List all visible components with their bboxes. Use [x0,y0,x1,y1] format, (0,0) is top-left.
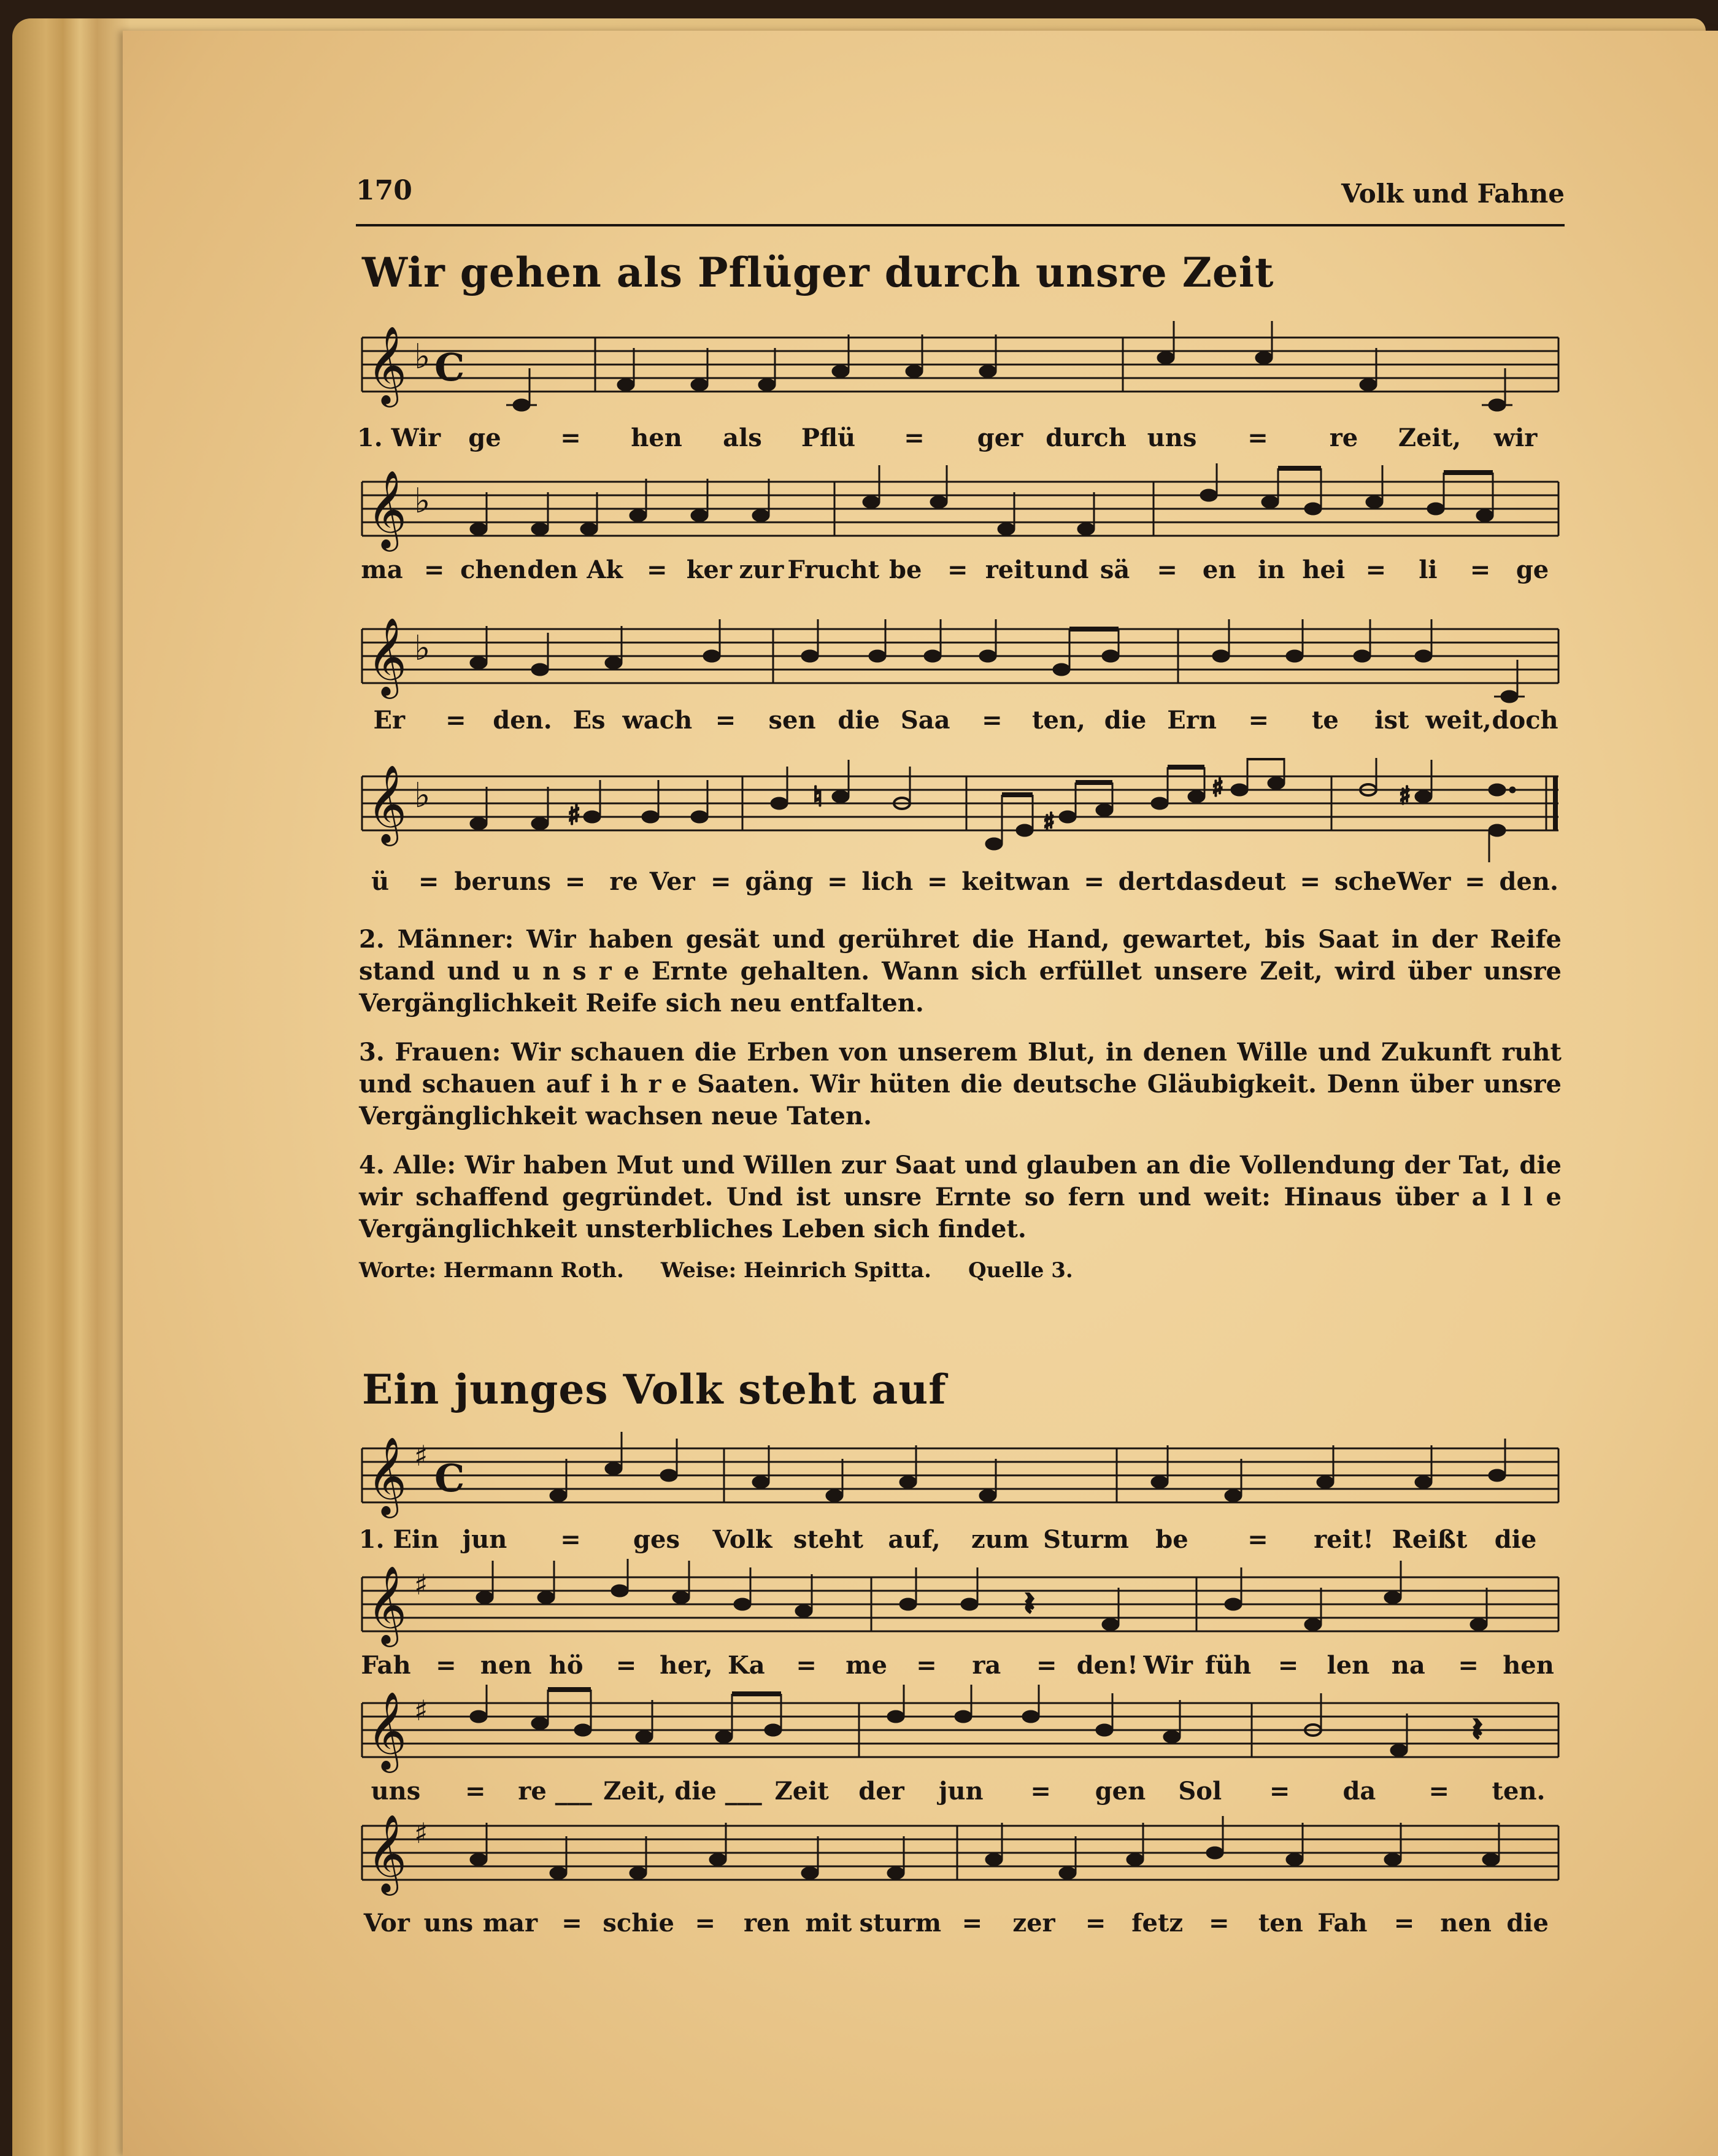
lyric-syllable: = [1300,867,1321,896]
svg-text:𝄞: 𝄞 [367,469,407,548]
lyric-syllable: schie [603,1909,674,1938]
svg-text:♭: ♭ [414,628,431,668]
lyric-syllable: zum [971,1525,1030,1554]
lyric-syllable: nen [1440,1909,1492,1938]
lyric-syllable: = [1036,1651,1057,1680]
lyric-syllable: ist [1374,706,1409,735]
lyric-syllable: = [418,867,439,896]
lyric-syllable: Es [572,706,606,735]
lyric-syllable: sä [1100,555,1130,584]
lyric-syllable: Frucht [787,555,880,584]
lyric-syllable: = [1247,1525,1268,1554]
lyric-syllable: 1. Wir [356,423,441,452]
lyric-syllable: Sturm [1043,1525,1129,1554]
lyric-syllable: sturm [859,1909,942,1938]
lyric-syllable: her, [660,1651,713,1680]
lyric-syllable: ges [633,1525,680,1554]
lyric-syllable: doch [1492,706,1558,735]
svg-text:𝄞: 𝄞 [367,1814,407,1892]
lyric-syllable: = [827,867,848,896]
lyric-syllable: Volk [712,1525,772,1554]
lyric-syllable: ma [361,555,403,584]
lyric-syllable: jun [939,1777,984,1806]
lyric-syllable: Sol [1178,1777,1222,1806]
song2-lyrics-4 [356,1909,1558,1945]
song1-lyrics-2 [356,555,1558,592]
svg-text:𝄞: 𝄞 [367,1436,407,1515]
lyric-syllable: = [715,706,736,735]
lyric-syllable: = [1247,423,1268,452]
lyric-syllable: ger [977,423,1023,452]
lyric-syllable: als [723,423,762,452]
svg-text:C: C [434,1456,465,1501]
lyric-syllable: = [982,706,1003,735]
lyric-syllable: = [947,555,968,584]
lyric-syllable: zer [1012,1909,1055,1938]
verse-4: 4. Alle: Wir haben Mut und Willen zur Saat und glauben an die Vollendung der Tat, die wir schaffend gegründet. Und ist unsre Ernte so fern und weit: Hinaus über a l l e Vergänglichkeit unsterbliches Leben sich findet. [359,1151,1562,1243]
verse-3: 3. Frauen: Wir schauen die Erben von unserem Blut, in denen Wille und Zukunft ruht und schauen auf i h r e Saaten. Wir hüten die deutsche Gläubigkeit. Denn über unsre Vergänglichkeit wachsen neue Taten. [359,1038,1562,1130]
lyric-syllable: te [1311,706,1339,735]
lyric-syllable: Zeit, [603,1777,666,1806]
verse-2: 2. Männer: Wir haben gesät und gerühret die Hand, gewartet, bis Saat in der Reife stand und u n s r e Ernte gehalten. Wann sich erfüllet unsere Zeit, wird über unsre Vergänglichkeit Reife sich neu entfalten. [359,925,1562,1018]
lyric-syllable: gäng [745,867,814,896]
running-head [356,175,1565,226]
lyric-syllable: = [1277,1651,1299,1680]
svg-text:𝄞: 𝄞 [367,1565,407,1644]
song1-lyrics-3 [356,706,1558,743]
lyric-syllable: = [1085,1909,1106,1938]
lyric-syllable: die [1494,1525,1537,1554]
lyric-syllable: dert [1118,867,1176,896]
song1-credits [359,1258,1562,1283]
lyric-syllable: = [1157,555,1177,584]
song2-title: Ein junges Volk steht auf [362,1366,947,1413]
lyric-syllable: sche [1334,867,1397,896]
lyric-syllable: den. [1499,867,1558,896]
lyric-syllable: hen [631,423,682,452]
lyric-syllable: = [711,867,731,896]
lyric-syllable: ü [371,867,390,896]
lyric-syllable: = [916,1651,937,1680]
song2-staff-1 [356,1430,1565,1528]
lyric-syllable: = [464,1777,486,1806]
lyric-syllable: re [609,867,638,896]
lyric-syllable: Zeit, [1398,423,1462,452]
lyric-syllable: re [1329,423,1358,452]
svg-text:♭: ♭ [414,336,431,377]
lyric-syllable: Saa [900,706,950,735]
lyric-syllable: uns [1147,423,1197,452]
lyric-syllable: Ern [1167,706,1217,735]
lyric-syllable: das [1176,867,1223,896]
svg-text:C: C [434,345,465,390]
lyric-syllable: uns [423,1909,474,1938]
song2-lyrics-1 [356,1525,1558,1562]
lyric-syllable: wir [1493,423,1538,452]
lyric-syllable: be [888,555,922,584]
lyric-syllable: jun [462,1525,507,1554]
svg-text:𝄞: 𝄞 [367,764,407,843]
song2-lyrics-2 [356,1651,1558,1688]
svg-text:♯: ♯ [1212,773,1224,802]
lyric-syllable: re ___ [518,1777,592,1806]
lyric-syllable: ge [1516,555,1549,584]
svg-text:♯: ♯ [414,1817,428,1850]
lyric-syllable: Zeit [774,1777,829,1806]
lyric-syllable: = [560,1525,581,1554]
lyric-syllable: na [1391,1651,1425,1680]
lyric-syllable: ten. [1492,1777,1546,1806]
lyric-syllable: fetz [1131,1909,1184,1938]
lyric-syllable: len [1327,1651,1370,1680]
lyric-syllable: Ka [727,1651,765,1680]
lyric-syllable: = [615,1651,637,1680]
lyric-syllable: lich [861,867,914,896]
svg-text:♯: ♯ [414,1694,428,1727]
lyric-syllable: Ak [587,555,623,584]
svg-text:♯: ♯ [1399,781,1411,810]
lyric-syllable: zur [739,555,784,584]
lyric-syllable: = [1248,706,1269,735]
lyric-syllable: = [1084,867,1104,896]
lyric-syllable: Vor [363,1909,410,1938]
svg-text:♯: ♯ [568,800,581,831]
lyric-syllable: reit! [1314,1525,1374,1554]
lyric-syllable: steht [793,1525,863,1554]
lyric-syllable: ber [454,867,500,896]
svg-text:𝄞: 𝄞 [367,1691,407,1769]
lyric-syllable: = [646,555,668,584]
lyric-syllable: uns [371,1777,421,1806]
lyric-syllable: nen [480,1651,532,1680]
lyric-syllable: in [1258,555,1285,584]
lyric-syllable: ten, [1031,706,1085,735]
section-title: Volk und Fahne [1341,179,1565,209]
svg-text:♮: ♮ [813,781,823,813]
lyric-syllable: Wer [1396,867,1451,896]
lyric-syllable: gen [1095,1777,1146,1806]
credit-source: Quelle 3. [968,1258,1073,1283]
lyric-syllable: li [1419,555,1438,584]
lyric-syllable: durch [1046,423,1127,452]
lyric-syllable: den [527,555,578,584]
lyric-syllable: = [1428,1777,1449,1806]
lyric-syllable: Fah [361,1651,411,1680]
svg-text:𝄞: 𝄞 [367,325,407,404]
song2-staff-3 [356,1685,1565,1783]
lyric-syllable: = [961,1909,983,1938]
song2-staff-2 [356,1559,1565,1657]
lyric-syllable: ker [686,555,732,584]
svg-text:𝄞: 𝄞 [367,617,407,695]
lyric-syllable: = [796,1651,817,1680]
lyric-syllable: = [445,706,466,735]
lyric-syllable: Reißt [1392,1525,1468,1554]
lyric-syllable: uns [501,867,551,896]
lyric-syllable: der [858,1777,904,1806]
lyric-syllable: = [1269,1777,1290,1806]
lyric-syllable: die [1506,1909,1549,1938]
lyric-syllable: Wir [1143,1651,1193,1680]
song1-lyrics-1 [356,423,1558,460]
lyric-syllable: den. [493,706,552,735]
lyric-syllable: füh [1204,1651,1252,1680]
song1-staff-4 [356,758,1565,865]
lyric-syllable: sen [768,706,816,735]
lyric-syllable: = [1458,1651,1479,1680]
credit-words: Worte: Hermann Roth. [359,1258,624,1283]
lyric-syllable: Fah [1317,1909,1368,1938]
lyric-syllable: = [561,1909,582,1938]
song1-title: Wir gehen als Pflüger durch unsre Zeit [362,249,1274,296]
lyric-syllable: = [1465,867,1485,896]
lyric-syllable: chen [460,555,527,584]
lyric-syllable: weit, [1425,706,1492,735]
song2-staff-4 [356,1807,1565,1906]
lyric-syllable: en [1202,555,1236,584]
lyric-syllable: be [1155,1525,1188,1554]
lyric-syllable: deut [1223,867,1286,896]
lyric-syllable: die ___ [674,1777,762,1806]
lyric-syllable: wach [622,706,693,735]
lyric-syllable: hei [1302,555,1346,584]
lyric-syllable: und [1036,555,1089,584]
svg-text:♯: ♯ [414,1439,428,1472]
song1-staff-3 [356,611,1565,709]
lyric-syllable: = [1393,1909,1415,1938]
lyric-syllable: = [904,423,925,452]
lyric-syllable: hen [1503,1651,1554,1680]
song1-staff-1 [356,319,1565,417]
lyric-syllable: = [1030,1777,1051,1806]
lyric-syllable: = [1365,555,1387,584]
svg-text:♭: ♭ [414,775,431,816]
lyric-syllable: da [1342,1777,1376,1806]
lyric-syllable: mit [805,1909,852,1938]
lyric-syllable: 1. Ein [358,1525,439,1554]
svg-text:♭: ♭ [414,481,431,521]
song1-lyrics-4 [356,867,1558,904]
lyric-syllable: me [846,1651,887,1680]
lyric-syllable: Pflü [801,423,856,452]
credit-melody: Weise: Heinrich Spitta. [660,1258,931,1283]
lyric-syllable: hö [549,1651,584,1680]
lyric-syllable: die [1104,706,1147,735]
lyric-syllable: ge [468,423,501,452]
lyric-syllable: = [695,1909,715,1938]
lyric-syllable: Er [373,706,406,735]
lyric-syllable: Ver [649,867,695,896]
lyric-syllable: ra [972,1651,1001,1680]
lyric-syllable: wan [1015,867,1070,896]
svg-text:𝄽: 𝄽 [1473,1711,1482,1747]
lyric-syllable: = [926,867,948,896]
lyric-syllable: = [423,555,445,584]
lyric-syllable: = [436,1651,456,1680]
lyric-syllable: auf, [888,1525,941,1554]
lyric-syllable: ten [1258,1909,1303,1938]
page-number: 170 [356,175,412,206]
svg-text:♯: ♯ [414,1568,428,1601]
lyric-syllable: = [564,867,586,896]
lyric-syllable: = [1470,555,1491,584]
lyric-syllable: keit [961,867,1015,896]
lyric-syllable: die [838,706,880,735]
lyric-syllable: reit [985,555,1034,584]
song1-staff-2 [356,463,1565,562]
lyric-syllable: = [1208,1909,1230,1938]
lyric-syllable: ren [743,1909,790,1938]
song1-verses [359,924,1562,1262]
lyric-syllable: mar [482,1909,538,1938]
lyric-syllable: den! [1076,1651,1138,1680]
lyric-syllable: = [560,423,581,452]
svg-text:𝄽: 𝄽 [1025,1585,1034,1621]
svg-text:♯: ♯ [1043,808,1055,837]
